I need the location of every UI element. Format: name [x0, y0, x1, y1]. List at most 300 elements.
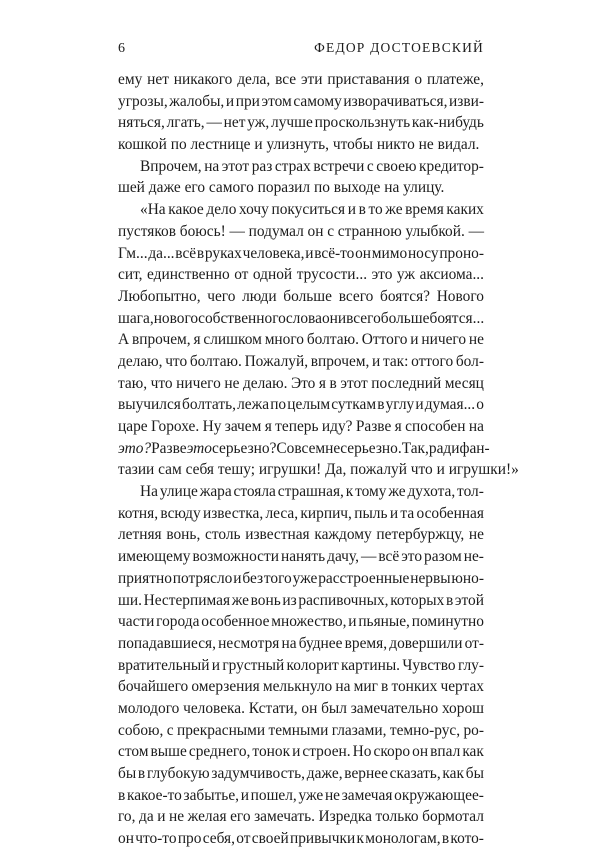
word: нет — [147, 71, 169, 88]
word: расстроенные — [318, 569, 410, 587]
word: о — [414, 71, 423, 88]
word: он — [301, 699, 318, 717]
word: духота, — [407, 483, 456, 501]
word: довершили — [389, 634, 463, 652]
word: сит, — [118, 266, 143, 284]
word: вонь, — [166, 526, 201, 544]
text-line — [118, 286, 484, 308]
word: выходе — [333, 179, 385, 197]
word: всего — [338, 287, 374, 305]
word: Изредка — [318, 808, 372, 826]
word: вонь — [250, 591, 281, 609]
word: и — [389, 504, 399, 522]
word: всё — [378, 548, 400, 566]
word: к — [345, 483, 354, 501]
word: этот — [221, 157, 250, 175]
word: всего — [346, 309, 381, 327]
word: глазами, — [331, 721, 387, 739]
word: «На — [140, 201, 166, 219]
word: — — [468, 222, 484, 240]
word: ради — [428, 439, 460, 457]
word: уж — [396, 266, 416, 284]
word: уже — [292, 569, 318, 587]
text-line — [118, 503, 484, 525]
word: ему — [118, 71, 143, 88]
word: кошкой — [118, 136, 171, 154]
word: и — [305, 244, 314, 262]
word: того — [263, 569, 292, 587]
word: слова — [285, 309, 322, 327]
word: буднее — [298, 634, 343, 652]
word: время, — [344, 634, 388, 652]
word: А — [118, 331, 130, 349]
word: Разве — [151, 439, 187, 457]
word: это — [186, 439, 212, 457]
word: только — [375, 808, 419, 826]
word: Любопытно, — [118, 287, 201, 305]
word: стом — [118, 743, 149, 761]
word: возможности — [192, 548, 279, 566]
word: и — [415, 396, 424, 414]
word: как — [442, 765, 464, 782]
word: имеющему — [118, 548, 191, 566]
word: желая — [187, 808, 227, 826]
word: боятся... — [429, 309, 485, 327]
word: Кстати, — [248, 699, 298, 717]
word: летняя — [118, 526, 162, 544]
word: лежа — [237, 396, 270, 414]
text-line — [118, 785, 484, 807]
word: игрушки!» — [448, 461, 519, 479]
word: от — [236, 830, 251, 848]
word: этот — [340, 374, 368, 392]
word: лучше — [271, 114, 313, 132]
text-line — [118, 546, 484, 568]
word: всё — [175, 244, 197, 262]
body-text — [118, 69, 519, 850]
word: страх — [274, 157, 311, 175]
word: ничего — [421, 331, 467, 349]
word: угрозы, — [118, 92, 168, 110]
word: впрочем, — [310, 352, 370, 370]
word: и — [254, 136, 267, 154]
word: даже, — [306, 765, 343, 782]
text-line — [118, 806, 484, 828]
word: темными — [268, 721, 329, 739]
word: иду? — [321, 418, 353, 435]
word: в — [358, 201, 366, 219]
word: города — [156, 613, 200, 631]
word: На — [140, 483, 158, 501]
word: улицу. — [403, 179, 445, 197]
word: Ну — [202, 418, 222, 435]
word: молодого — [118, 699, 180, 717]
word: что — [165, 352, 188, 370]
text-line — [118, 459, 519, 481]
word: вратительный — [118, 656, 210, 674]
word: тому — [355, 483, 387, 501]
word: и — [240, 786, 249, 804]
word: тонок — [252, 743, 291, 761]
word: никто — [376, 136, 419, 154]
word: себя — [185, 461, 218, 479]
word: поминутно — [411, 613, 484, 631]
word: люди — [242, 287, 277, 305]
word: это? — [118, 439, 152, 457]
word: с — [366, 157, 374, 175]
word: же — [385, 201, 403, 219]
word: Так, — [401, 439, 429, 457]
word: дела, — [237, 71, 271, 88]
word: по — [313, 179, 334, 197]
text-line — [118, 698, 484, 720]
word: в — [118, 786, 126, 804]
word: известка, — [202, 504, 264, 522]
word: и — [225, 92, 235, 110]
word: с — [327, 222, 335, 240]
word: монологам, — [365, 830, 441, 848]
word: его — [230, 808, 251, 826]
word: при — [235, 92, 260, 110]
word: был — [321, 699, 347, 717]
word: фан- — [459, 439, 490, 457]
word: суткам — [331, 396, 377, 414]
word: лгать, — [166, 114, 205, 132]
word: делаю, — [118, 352, 163, 370]
word: Пожалуй, — [244, 352, 309, 370]
word: последний — [371, 374, 442, 392]
word: приятно — [118, 569, 172, 587]
word: так: — [382, 352, 409, 370]
word: Нестерпимая — [143, 591, 231, 609]
word: особенная — [416, 504, 484, 522]
word: проскользнуть — [314, 114, 411, 132]
word: в — [381, 678, 389, 696]
word: стояла — [233, 483, 276, 501]
word: бы — [465, 765, 484, 782]
word: чего — [207, 287, 236, 305]
text-line — [118, 112, 484, 134]
word: собственного — [198, 309, 286, 327]
word: не — [325, 439, 341, 457]
text-line — [118, 134, 484, 156]
text-line — [118, 243, 484, 265]
text-line — [118, 177, 484, 199]
word: много — [264, 331, 304, 349]
word: глу- — [457, 656, 484, 674]
word: улизнуть, — [266, 136, 333, 154]
word: он — [412, 743, 429, 761]
page-number: 6 — [118, 41, 126, 56]
text-line — [118, 763, 484, 785]
word: разом — [424, 548, 462, 566]
word: сам — [158, 461, 186, 479]
word: встречи — [313, 157, 365, 175]
word: пустяков — [118, 222, 177, 240]
word: на — [335, 678, 351, 696]
word: леса, — [265, 504, 299, 522]
text-line — [118, 91, 484, 113]
word: попадавшиеся, — [118, 634, 216, 652]
word: боюсь! — [179, 222, 226, 240]
word: улице — [159, 483, 198, 501]
word: Гм... — [118, 244, 148, 262]
word: темно-рус, — [389, 721, 461, 739]
word: всюду — [160, 504, 201, 522]
word: про — [177, 830, 202, 848]
word: они — [321, 309, 347, 327]
word: тонких — [391, 678, 438, 696]
word: больше — [380, 309, 430, 327]
word: болтаю. — [189, 352, 242, 370]
word: целым — [287, 396, 331, 414]
word: улыбкой. — [405, 222, 465, 240]
word: раз — [251, 157, 273, 175]
word: его — [184, 179, 209, 197]
word: способен — [405, 418, 466, 435]
word: не — [418, 136, 438, 154]
word: какое-то — [126, 786, 182, 804]
word: Нового — [436, 287, 484, 305]
word: в — [196, 244, 205, 262]
word: болтать, — [182, 396, 236, 414]
word: этой — [454, 591, 484, 609]
word: не — [468, 331, 484, 349]
word: не — [169, 808, 185, 826]
word: особенное — [201, 613, 270, 631]
running-head — [118, 40, 484, 57]
word: страшная, — [277, 483, 344, 501]
word: шей — [118, 179, 149, 197]
word: котня, — [118, 504, 159, 522]
text-line — [118, 590, 484, 612]
word: картины. — [341, 656, 401, 674]
word: болтаю. — [306, 331, 359, 349]
word: распивочных, — [298, 591, 389, 609]
word: в — [377, 396, 385, 414]
word: Разве — [355, 418, 392, 435]
word: та — [400, 504, 415, 522]
word: не — [468, 526, 484, 544]
word: чтобы — [332, 136, 377, 154]
word: на — [384, 179, 404, 197]
word: колорит — [286, 656, 339, 674]
text-line — [118, 828, 484, 850]
word: задумчивость, — [211, 765, 306, 782]
word: части — [118, 613, 155, 631]
word: ничего — [176, 374, 221, 392]
word: серьезно. — [340, 439, 402, 457]
word: одной — [252, 266, 293, 284]
word: я — [193, 331, 201, 349]
word: что — [150, 374, 173, 392]
word: на — [204, 157, 220, 175]
word: впал — [430, 743, 461, 761]
text-line — [118, 524, 484, 546]
text-line — [118, 199, 484, 221]
word: изви- — [449, 92, 484, 110]
word: странною — [337, 222, 402, 240]
word: кото- — [450, 830, 484, 848]
word: кредитор- — [419, 157, 484, 175]
word: тешу; — [217, 461, 259, 479]
word: Но — [352, 743, 372, 761]
word: без — [242, 569, 264, 587]
text-line — [118, 741, 484, 763]
word: самого — [208, 179, 258, 197]
word: делаю. — [242, 374, 288, 392]
word: же — [231, 591, 249, 609]
word: из — [282, 591, 297, 609]
word: Оттого — [361, 331, 408, 349]
word: в — [441, 830, 450, 848]
word: что — [410, 461, 437, 479]
word: забытье, — [183, 786, 240, 804]
word: бочайшего — [118, 678, 189, 696]
word: сказать, — [389, 765, 441, 782]
word: вернее — [344, 765, 388, 782]
word: бол- — [455, 352, 484, 370]
word: приставания — [327, 71, 410, 88]
word: как — [462, 743, 484, 761]
word: даже — [148, 179, 185, 197]
word: проно- — [439, 244, 484, 262]
text-line — [118, 394, 484, 416]
word: он — [118, 830, 134, 848]
word: Да, — [325, 461, 351, 479]
text-line — [118, 611, 484, 633]
text-line — [118, 568, 484, 590]
word: углу — [385, 396, 415, 414]
word: все — [275, 71, 297, 88]
word: потрясло — [172, 569, 233, 587]
word: лестнице — [190, 136, 255, 154]
word: как-нибудь — [411, 114, 484, 132]
running-title: ФЕДОР ДОСТОЕВСКИЙ — [314, 40, 484, 55]
text-line — [118, 69, 484, 91]
word: от- — [464, 634, 484, 652]
word: нового — [153, 309, 199, 327]
word: пыль — [354, 504, 388, 522]
text-line — [118, 481, 484, 503]
word: серьезно? — [211, 439, 277, 457]
word: прекрасными — [176, 721, 266, 739]
word: это — [371, 266, 393, 284]
word: хочу — [239, 201, 269, 219]
word: изворачиваться, — [343, 92, 448, 110]
word: грустный — [222, 656, 285, 674]
word: петербуржцу, — [376, 526, 465, 544]
word: Горохе. — [150, 418, 200, 435]
word: по — [170, 136, 191, 154]
word: ро- — [463, 721, 484, 739]
word: каждому — [314, 526, 372, 544]
word: время — [405, 201, 444, 219]
word: замечать. — [254, 808, 315, 826]
word: выше — [150, 743, 187, 761]
word: не — [324, 786, 341, 804]
word: трусости... — [296, 266, 368, 284]
word: этом — [261, 92, 292, 110]
word: и — [233, 569, 242, 587]
word: таю, — [118, 374, 148, 392]
word: игрушки! — [258, 461, 326, 479]
word: царе — [118, 418, 148, 435]
word: оттого — [411, 352, 454, 370]
word: в — [329, 374, 337, 392]
word: я — [394, 418, 402, 435]
text-line — [118, 416, 484, 438]
word: какое — [168, 201, 204, 219]
word: руках — [204, 244, 242, 262]
word: теперь — [275, 418, 319, 435]
word: жара — [199, 483, 232, 501]
word: он — [355, 244, 372, 262]
word: своею — [376, 157, 417, 175]
word: собою, — [118, 721, 164, 739]
word: кирпич, — [300, 504, 352, 522]
word: это — [401, 548, 423, 566]
word: выучился — [118, 396, 181, 414]
word: известная — [245, 526, 310, 544]
word: множество, — [271, 613, 347, 631]
word: на — [281, 634, 297, 652]
word: и — [410, 331, 419, 349]
word: и — [157, 808, 166, 826]
word: тазии — [118, 461, 159, 479]
word: и — [436, 461, 449, 479]
word: подумал — [248, 222, 304, 240]
word: боятся? — [380, 287, 430, 305]
word: привычки — [289, 830, 356, 848]
word: носу — [407, 244, 439, 262]
word: я — [318, 374, 327, 392]
word: мимо — [371, 244, 408, 262]
word: что-то — [135, 830, 177, 848]
text-line — [118, 221, 484, 243]
word: пожалуй — [350, 461, 411, 479]
word: то — [368, 201, 383, 219]
word: своей — [251, 830, 289, 848]
word: слишком — [203, 331, 262, 349]
text-line — [118, 438, 490, 460]
word: — — [360, 548, 377, 566]
word: шага, — [118, 309, 154, 327]
word: уж, — [247, 114, 270, 132]
word: он — [307, 222, 324, 240]
word: миг — [353, 678, 378, 696]
text-line — [118, 308, 484, 330]
word: эти — [300, 71, 323, 88]
text-line — [118, 676, 484, 698]
word: никакого — [173, 71, 233, 88]
word: да... — [148, 244, 175, 262]
word: себя, — [202, 830, 235, 848]
word: глубокую — [146, 765, 210, 782]
word: пошел, — [250, 786, 297, 804]
word: и — [348, 613, 357, 631]
word: няться, — [118, 114, 165, 132]
word: мелькнуло — [262, 678, 333, 696]
word: не- — [463, 548, 484, 566]
word: — — [206, 114, 222, 132]
word: всё-то — [314, 244, 355, 262]
word: омерзения — [191, 678, 260, 696]
word: думая... — [424, 396, 476, 414]
word: в — [445, 591, 454, 609]
text-line — [118, 633, 484, 655]
word: по — [270, 396, 287, 414]
